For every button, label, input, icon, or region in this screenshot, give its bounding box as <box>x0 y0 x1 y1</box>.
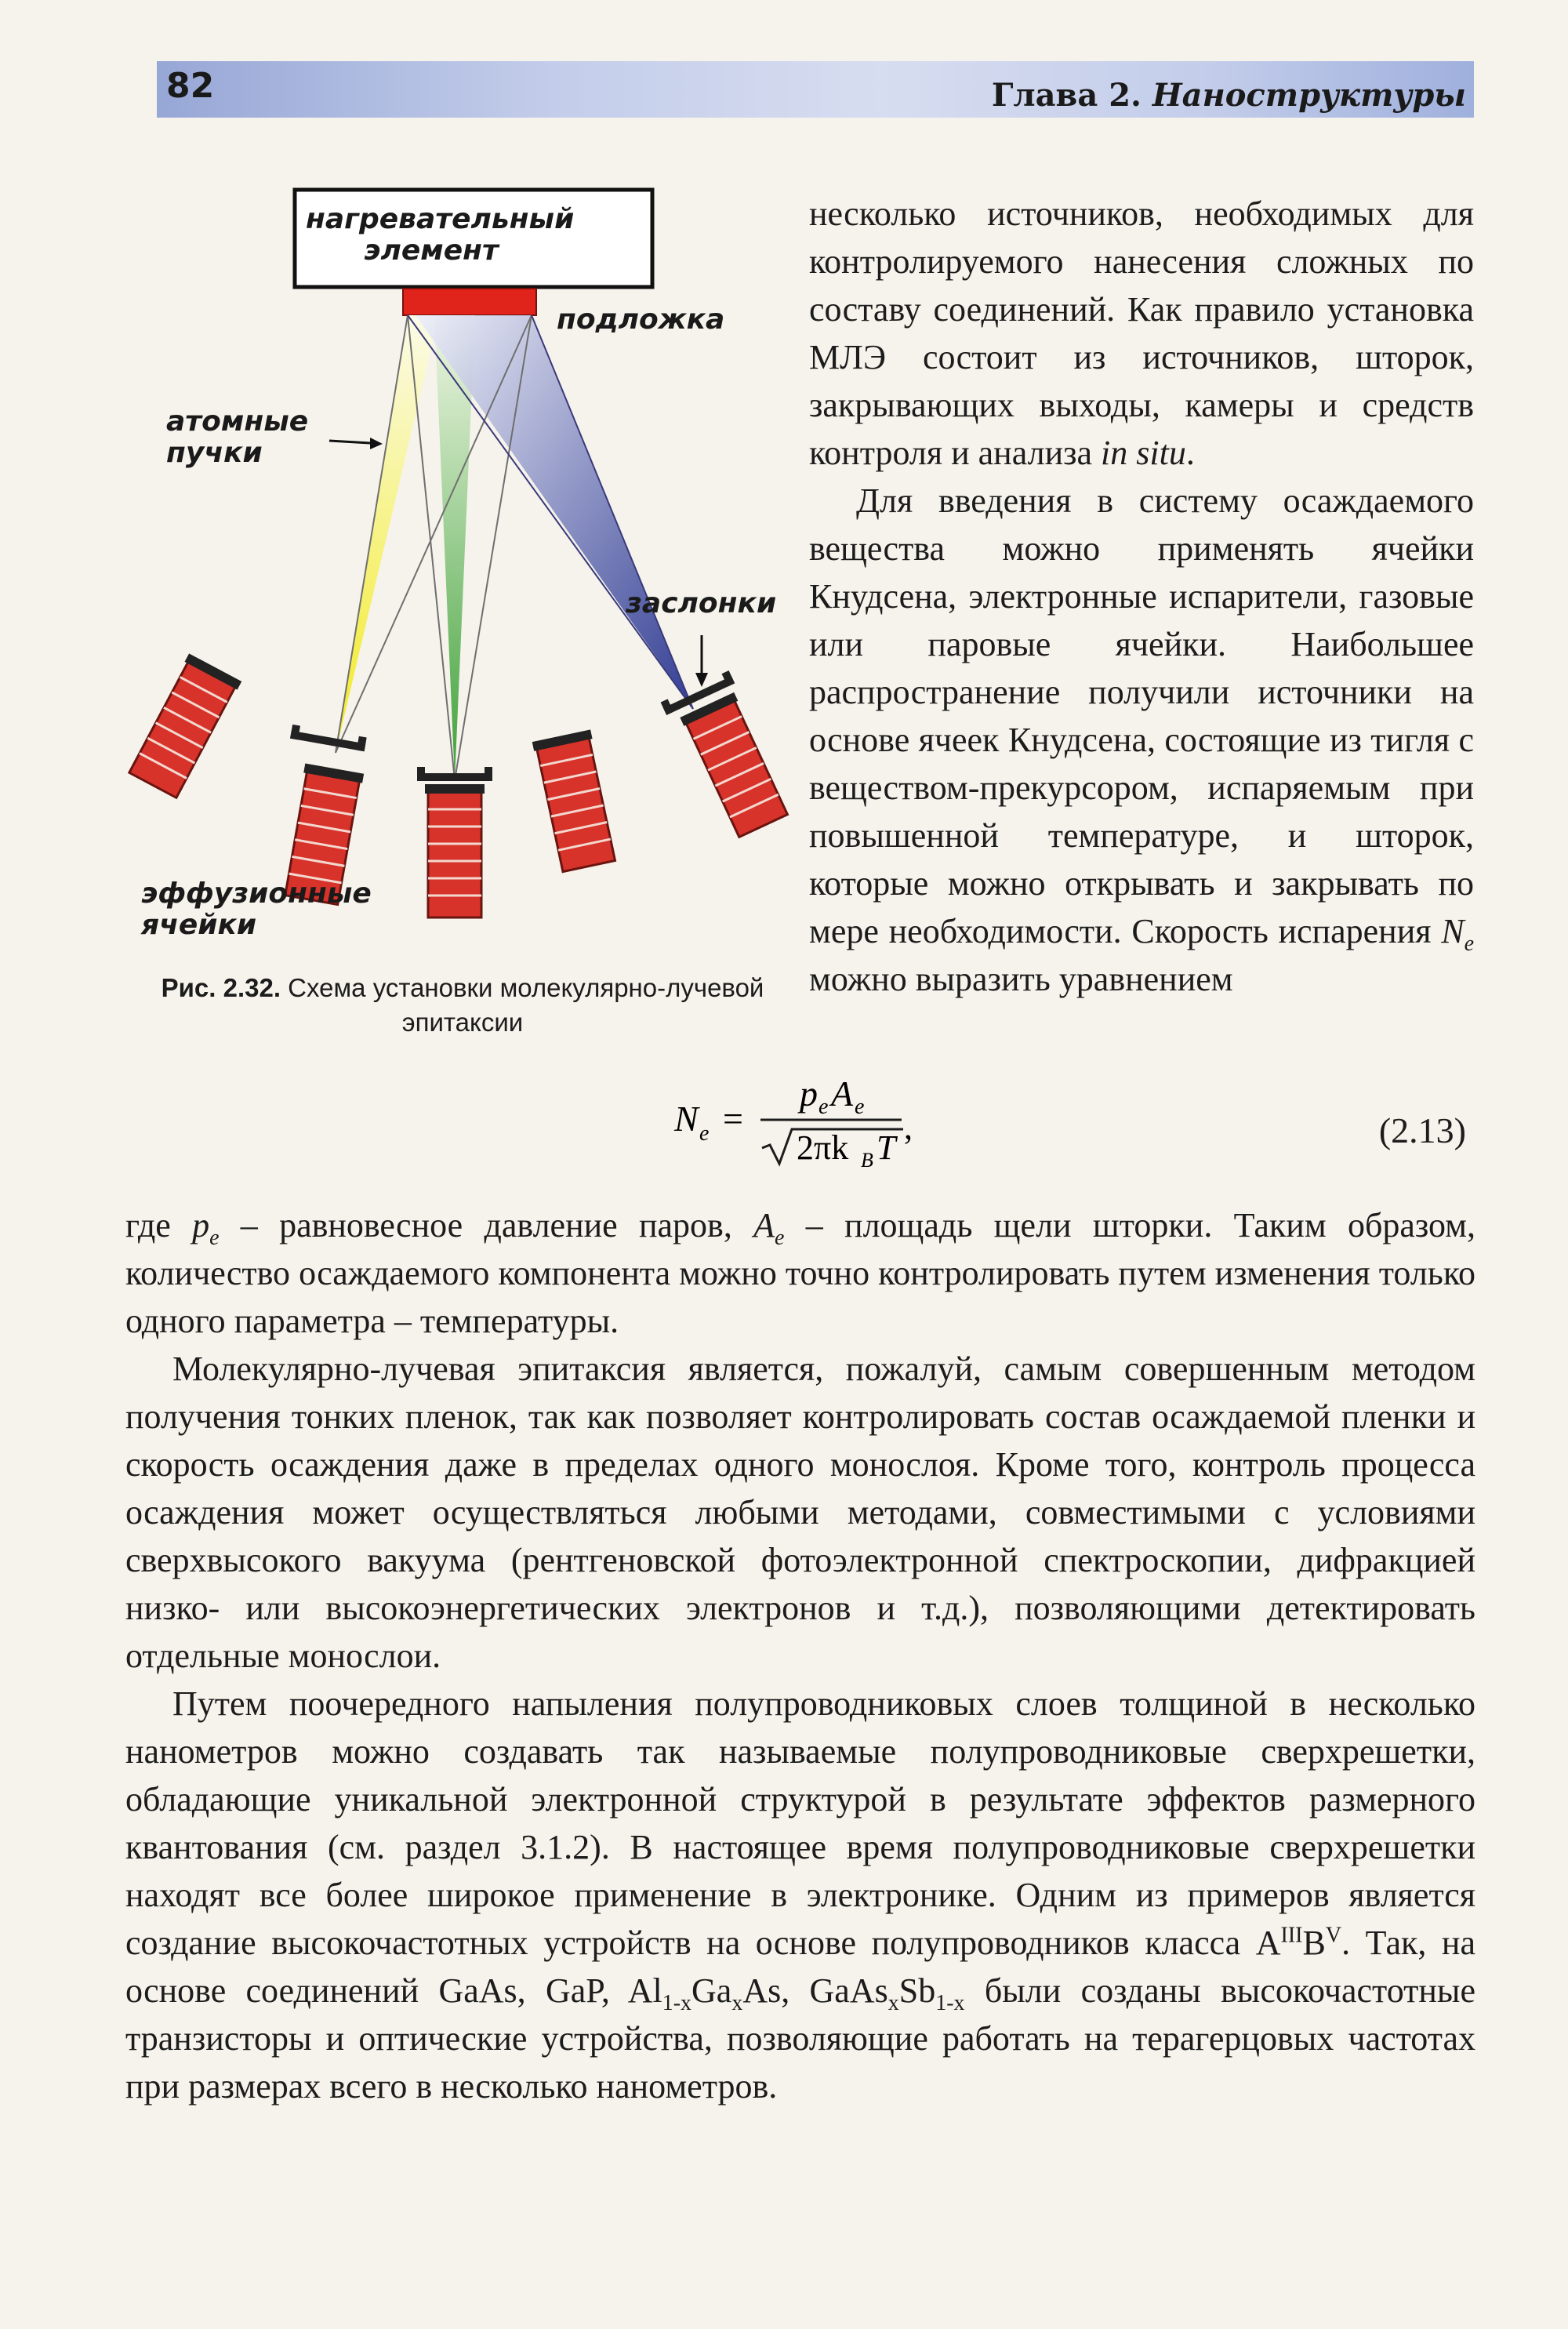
equation <box>674 1066 913 1172</box>
effusion-cell <box>126 653 241 799</box>
math-subscript: e <box>209 1225 220 1250</box>
eq-lhs-sub: e <box>699 1121 710 1146</box>
substrate-label: подложка <box>557 303 725 336</box>
shutter <box>290 725 367 751</box>
math-subscript: e <box>775 1225 785 1250</box>
eq-lhs: N <box>674 1099 699 1139</box>
text-run: B <box>1302 1924 1326 1962</box>
text-run: Ga <box>691 1971 732 2010</box>
caption-text: Схема установки молекулярно-лучевой эпитаксии <box>281 973 764 1037</box>
math-var: p <box>192 1206 210 1244</box>
superscript: V <box>1325 1923 1342 1948</box>
text-run: можно выразить уравнением <box>809 960 1233 998</box>
paragraph <box>125 1201 1475 1345</box>
beam-edge <box>336 315 532 753</box>
subscript: x <box>731 1990 743 2015</box>
yellow-beam <box>336 315 439 753</box>
eq-num-p: p <box>800 1074 818 1114</box>
chapter-name: Наноструктуры <box>1152 77 1466 114</box>
paragraph: Молекулярно-лучевая эпитаксия является, пожалуй, самым совершенным методом получения тонких пленок, так как позволяет контролировать состав осаждаемой пленки и скорость осаждения даже в пределах одного монослоя. Кроме того, контроль процесса осаждения может осуществляться любыми методами, совместимыми с условиями сверхвысокого вакуума (рентгеновской фотоэлектронной спектроскопии, дифракцией низко- или высокоэнергетических электронов и т.д.), позволяющими детектировать отдельные монослои. <box>125 1350 1475 1675</box>
paragraph <box>809 190 1474 477</box>
equation-svg <box>674 1066 913 1172</box>
text-run: . <box>1185 434 1195 472</box>
text-run: Для введения в систему осаждаемого вещества можно применять ячейки Кнудсена, электронные испарители, газовые или паровые ячейки. Наибольшее распространение получили источники на основе ячеек Кнудсена, состоящие из тигля с веществом-прекурсором, испаряемым при повышенной температуре, и шторок, которые можно открывать и закрывать по мере необходимости. Скорость испарения <box>809 481 1474 950</box>
eq-equals: = <box>723 1099 743 1139</box>
subscript: x <box>887 1990 899 2015</box>
text-run: . Так, на основе соединений GaAs, GaP, Al <box>125 1924 1475 2010</box>
atomic-beams-label: атомные пучки <box>166 405 309 469</box>
text-run: где <box>125 1206 193 1244</box>
text-run: – равновесное давление паров, <box>219 1206 754 1244</box>
text-run: Sb <box>898 1971 936 2010</box>
mbe-diagram-figure <box>118 173 792 1059</box>
eq-num-p-sub: e <box>818 1095 829 1119</box>
text-run: Путем поочередного напыления полупроводниковых слоев толщиной в несколько нанометров можно создавать так называемые полупроводниковые сверхрешетки, обладающие уникальной электронной структурой в результате эффектов размерного квантования (см. раздел 3.1.2). В настоящее время полупроводниковые сверхрешетки находят все более широкое применение в электронике. Одним из примеров является создание высокочастотных устройств на основе полупроводников класса A <box>125 1684 1475 1962</box>
shutter-arrow-head <box>695 673 708 687</box>
beams-arrow <box>329 441 370 443</box>
superscript: III <box>1280 1923 1303 1948</box>
chapter-title <box>992 77 1466 114</box>
effusion-cell <box>532 729 619 872</box>
eq-num-a-sub: e <box>855 1095 865 1119</box>
mbe-diagram <box>118 173 792 965</box>
subscript: 1-x <box>662 1990 692 2015</box>
shutters-label: заслонки <box>626 587 777 619</box>
effusion-cell <box>425 784 485 917</box>
text-run: были созданы высокочастотные транзисторы и оптические устройства, позволяющие работать на терагерцовых частотах при размерах всего в несколько нанометров. <box>125 1971 1475 2106</box>
beams-arrow-head <box>370 438 383 449</box>
math-var: N <box>1441 912 1465 950</box>
text-run: несколько источников, необходимых для контролируемого нанесения сложных по составу соединений. Как правило установка МЛЭ состоит из источников, шторок, закрывающих выходы, камеры и средств контроля и анализа <box>809 194 1474 472</box>
effusion-cell <box>680 692 790 838</box>
text-run: – площадь щели шторки. Таким образом, количество осаждаемого компонента можно точно контролировать путем изменения только одного параметра – температуры. <box>125 1206 1475 1340</box>
eq-sqrt-content: 2πk <box>797 1128 849 1167</box>
paragraph <box>125 1680 1475 2110</box>
equation-number: (2.13) <box>1378 1110 1466 1150</box>
text-run: As, GaAs <box>742 1971 888 2010</box>
eq-sqrt-tail: T <box>877 1128 896 1167</box>
chapter-prefix: Глава 2. <box>991 77 1152 114</box>
substrate <box>403 289 536 315</box>
subscript: 1-x <box>935 1990 965 2015</box>
math-subscript: e <box>1464 931 1474 956</box>
beam-edge <box>336 315 408 753</box>
eq-comma: , <box>904 1108 913 1146</box>
italic-text: in situ <box>1101 434 1186 472</box>
body-text <box>125 1201 1475 2110</box>
effusion-cells-label: эффузионные ячейки <box>141 877 372 941</box>
figure-caption <box>133 971 792 1040</box>
right-column-text <box>809 190 1474 1003</box>
eq-num-a: A <box>831 1074 854 1114</box>
caption-number: Рис. 2.32. <box>161 973 281 1002</box>
math-var: A <box>753 1206 775 1244</box>
eq-sqrt-sub: B <box>861 1149 873 1172</box>
page-number: 82 <box>166 66 215 106</box>
heater-label: нагревательный элемент <box>306 203 575 267</box>
paragraph <box>809 477 1474 1003</box>
